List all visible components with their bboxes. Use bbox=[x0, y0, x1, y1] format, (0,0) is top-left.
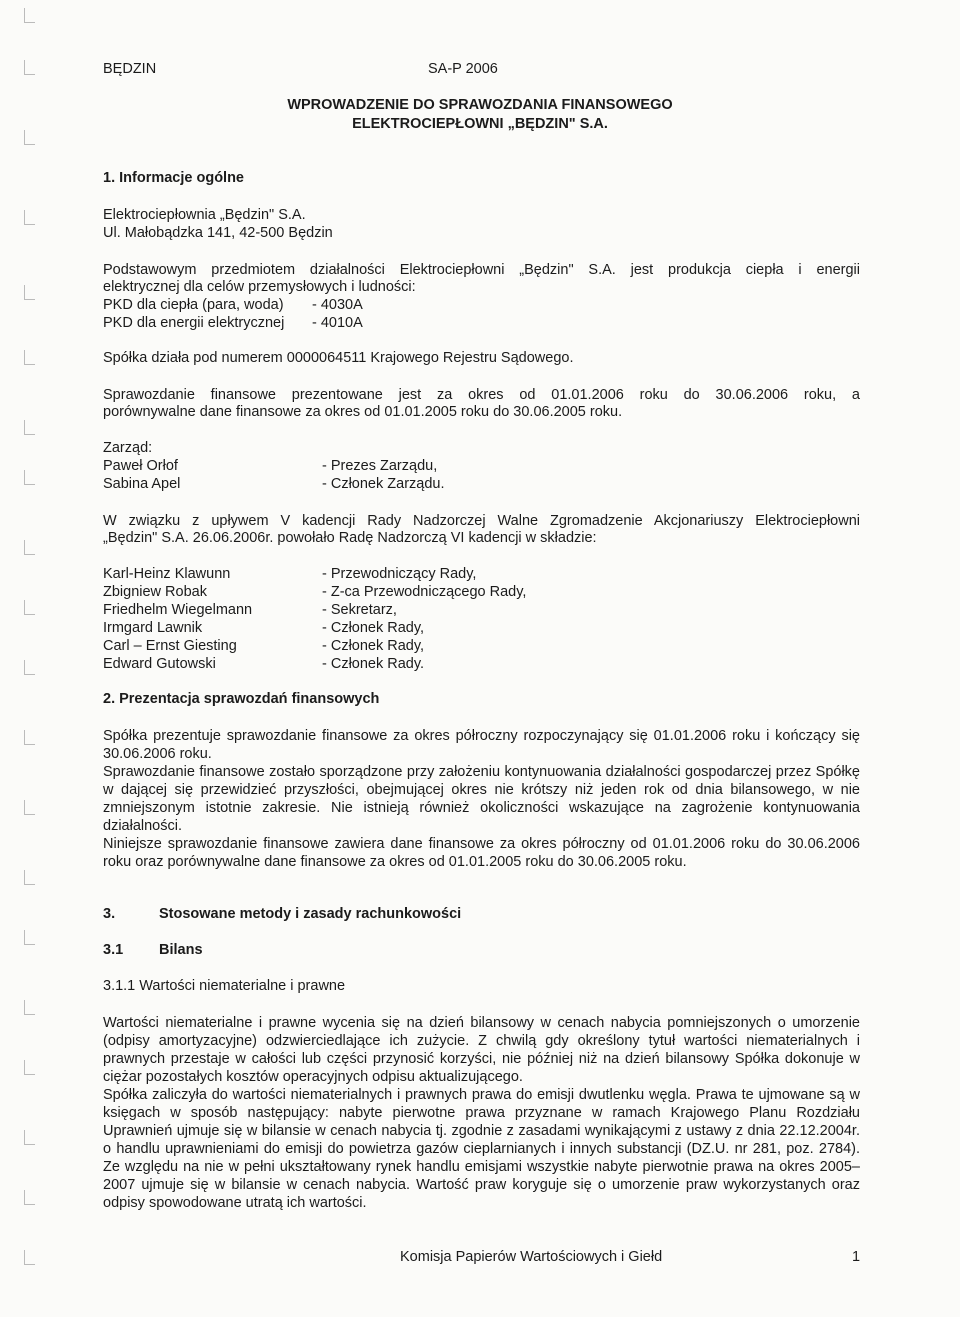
section-2-paragraph: Niniejsze sprawozdanie finansowe zawiera dane finansowe za okres półroczny od 01.01.2006 roku do 30.06.2006 roku oraz porównywalne dane finansowe za okres od 01.01.2005 roku do 30.06.2005 roku. bbox=[103, 836, 860, 870]
council-member-name: Friedhelm Wiegelmann bbox=[103, 602, 253, 618]
page-number: 1 bbox=[852, 1249, 861, 1265]
activity-line-1: Podstawowym przedmiotem działalności Elektrociepłowni „Będzin" S.A. jest produkcja ciepła i energii bbox=[103, 262, 860, 278]
council-intro-line-1: W związku z upływem V kadencji Rady Nadzorczej Walne Zgromadzenie Akcjonariuszy Elektrociepłowni bbox=[103, 513, 860, 529]
council-member-name: Edward Gutowski bbox=[103, 656, 216, 672]
section-3-1-number: 3.1 bbox=[103, 942, 124, 958]
section-2-paragraph: Sprawozdanie finansowe zostało sporządzone przy założeniu kontynuowania działalności gospodarczej przez Spółkę w dającej się przewidzieć przyszłości, obejmującej okres nie krótszy niż jeden rok od dnia bilansowego, w nie zmniejszonym istotnie zakresie. Nie istnieją również okoliczności wskazujące na zagrożenie kontynuowania działalności. bbox=[103, 764, 860, 834]
section-3-1-heading: Bilans bbox=[159, 942, 203, 958]
board-heading: Zarząd: bbox=[103, 440, 153, 456]
section-1-heading: 1. Informacje ogólne bbox=[103, 170, 244, 186]
council-member-role: - Przewodniczący Rady, bbox=[322, 566, 477, 582]
footer-source: Komisja Papierów Wartościowych i Giełd bbox=[400, 1249, 663, 1265]
company-address: Ul. Małobądzka 141, 42-500 Będzin bbox=[103, 225, 333, 241]
council-member-name: Karl-Heinz Klawunn bbox=[103, 566, 231, 582]
board-member-name: Paweł Orłof bbox=[103, 458, 178, 474]
pkd-electricity-code: - 4010A bbox=[312, 315, 363, 331]
section-2-heading: 2. Prezentacja sprawozdań finansowych bbox=[103, 691, 380, 707]
period-line-2: porównywalne dane finansowe za okres od 01.01.2005 roku do 30.06.2005 roku. bbox=[103, 404, 623, 420]
pkd-heat-code: - 4030A bbox=[312, 297, 363, 313]
binder-marks bbox=[0, 0, 40, 1317]
period-line-1: Sprawozdanie finansowe prezentowane jest za okres od 01.01.2006 roku do 30.06.2006 roku, a bbox=[103, 387, 860, 403]
title-line-1: WPROWADZENIE DO SPRAWOZDANIA FINANSOWEGO bbox=[287, 97, 673, 113]
board-member-role: - Członek Zarządu. bbox=[322, 476, 445, 492]
pkd-electricity-label: PKD dla energii elektrycznej bbox=[103, 315, 285, 331]
council-member-name: Carl – Ernst Giesting bbox=[103, 638, 237, 654]
board-member-role: - Prezes Zarządu, bbox=[322, 458, 438, 474]
section-2-paragraph: Spółka prezentuje sprawozdanie finansowe za okres półroczny rozpoczynający się 01.01.2006 roku i kończący się 30.06.2006 roku. bbox=[103, 728, 860, 762]
council-member-role: - Sekretarz, bbox=[322, 602, 397, 618]
company-name: Elektrociepłownia „Będzin" S.A. bbox=[103, 207, 306, 223]
section-3-1-1-paragraph: Wartości niematerialne i prawne wycenia się na dzień bilansowy w cenach nabycia pomniejszonych o umorzenie (odpisy amortyzacyjne) odzwierciedlające ich zużycie. Z chwilą gdy określony tytuł wartości niematerialnych i prawnych przestaje w całości lub części przynosić korzyści, nie później niż na dzień bilansowy Spółka dokonuje w ciężar pozostałych kosztów operacyjnych odpisu aktualizującego. bbox=[103, 1015, 860, 1085]
council-member-role: - Członek Rady. bbox=[322, 656, 425, 672]
section-3-heading: Stosowane metody i zasady rachunkowości bbox=[159, 906, 462, 922]
board-member-name: Sabina Apel bbox=[103, 476, 181, 492]
council-member-name: Irmgard Lawnik bbox=[103, 620, 203, 636]
council-member-role: - Członek Rady, bbox=[322, 638, 425, 654]
council-member-name: Zbigniew Robak bbox=[103, 584, 207, 600]
header-city: BĘDZIN bbox=[103, 61, 157, 77]
section-3-number: 3. bbox=[103, 906, 116, 922]
krs-statement: Spółka działa pod numerem 0000064511 Krajowego Rejestru Sądowego. bbox=[103, 350, 574, 366]
pkd-heat-label: PKD dla ciepła (para, woda) bbox=[103, 297, 284, 313]
activity-line-2: elektrycznej dla celów przemysłowych i ludności: bbox=[103, 279, 416, 295]
section-3-1-1-heading: 3.1.1 Wartości niematerialne i prawne bbox=[103, 978, 346, 994]
title-line-2: ELEKTROCIEPŁOWNI „BĘDZIN" S.A. bbox=[352, 116, 608, 132]
council-member-role: - Z-ca Przewodniczącego Rady, bbox=[322, 584, 527, 600]
council-intro-line-2: „Będzin" S.A. 26.06.2006r. powołało Radę Nadzorczą VI kadencji w składzie: bbox=[103, 530, 597, 546]
section-3-1-1-paragraph: Spółka zaliczyła do wartości niematerialnych i prawnych prawa do emisji dwutlenku węgla. Prawa te ujmowane są w księgach w sposób następujący: nabyte pierwotne prawa przyznane w ramach Krajowego Planu Rozdziału Uprawnień ujmuje się w bilansie w cenach nabycia tj. zgodnie z zasadami wynikającymi z ustawy z dnia 22.12.2004r. o handlu uprawnieniami do emisji do powietrza gazów cieplarnianych i innych substancji (DZ.U. nr 281, poz. 2784). Ze względu na nie w pełni ukształtowany rynek handlu emisjami wszystkie nabyte pierwotnie prawa na okres 2005–2007 ujmuje się w bilansie w cenach nabycia. Wartość praw koryguje się o umorzenie praw wykorzystanych oraz odpisy spowodowane utratą ich wartości. bbox=[103, 1087, 860, 1211]
header-report-code: SA-P 2006 bbox=[428, 61, 498, 77]
council-member-role: - Członek Rady, bbox=[322, 620, 425, 636]
